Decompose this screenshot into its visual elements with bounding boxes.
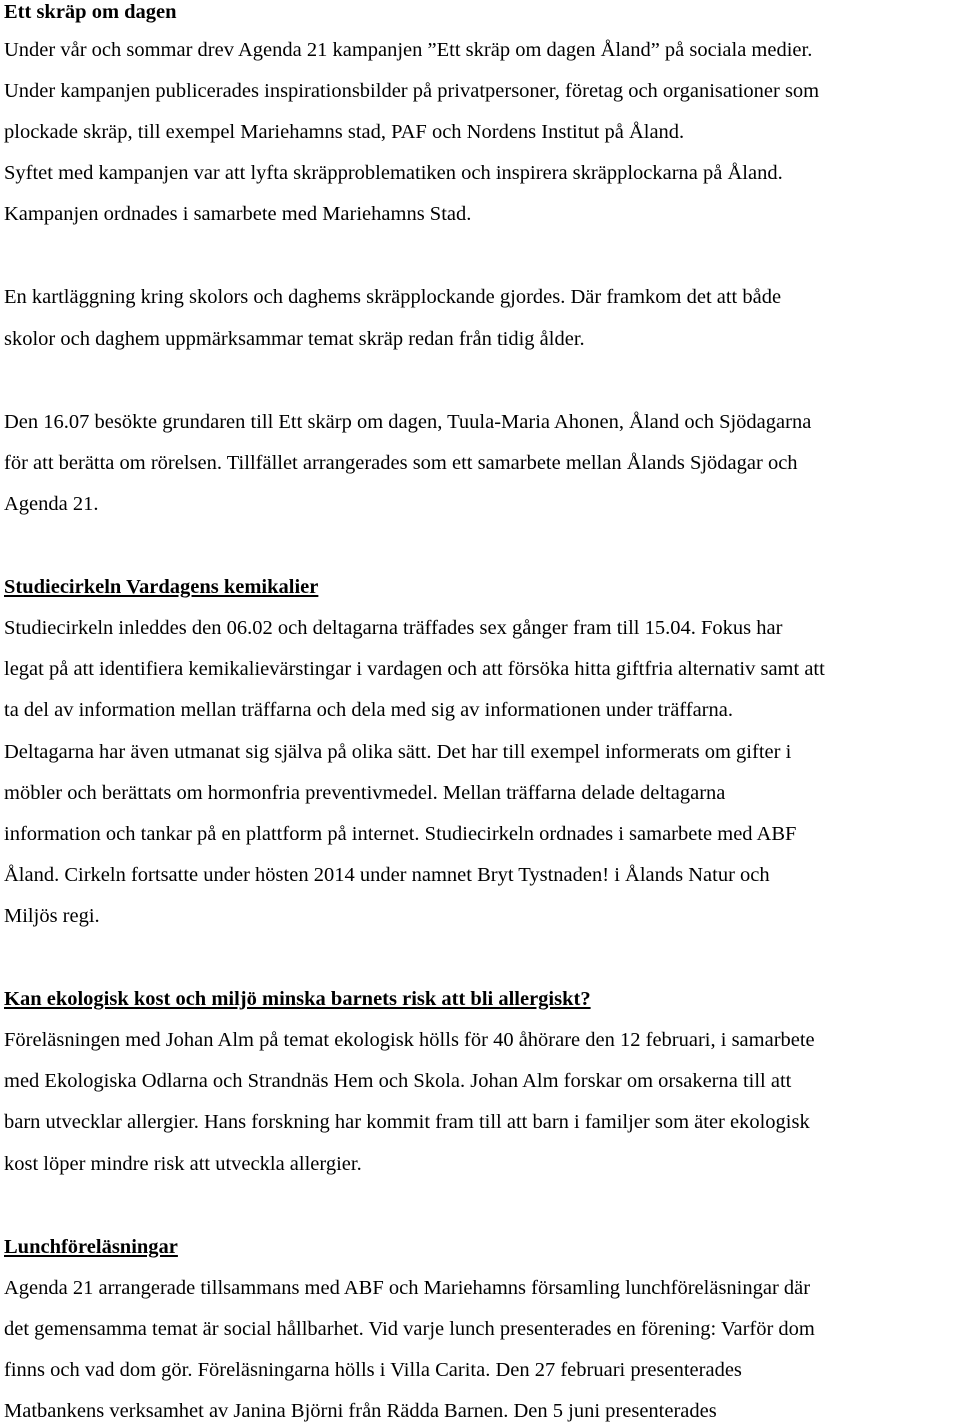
paragraph-line: Agenda 21 arrangerade tillsammans med ABF och Mariehamns församling lunchföreläsningar där: [4, 1277, 811, 1299]
paragraph-line: det gemensamma temat är social hållbarhet. Vid varje lunch presenterades en förening: Varför dom: [4, 1318, 815, 1340]
paragraph-line: Under kampanjen publicerades inspirationsbilder på privatpersoner, företag och organisationer som: [4, 80, 820, 102]
paragraph-line: Under vår och sommar drev Agenda 21 kampanjen ”Ett skräp om dagen Åland” på sociala medier.: [4, 39, 813, 61]
paragraph-line: Kampanjen ordnades i samarbete med Mariehamns Stad.: [4, 203, 472, 225]
paragraph-line: information och tankar på en plattform på internet. Studiecirkeln ordnades i samarbete med ABF: [4, 823, 797, 845]
section-heading-studiecirkeln: Studiecirkeln Vardagens kemikalier: [4, 576, 319, 598]
section-heading-ett-skrap: Ett skräp om dagen: [4, 1, 177, 23]
paragraph-line: legat på att identifiera kemikalievärstingar i vardagen och att försöka hitta giftfria alternativ samt att: [4, 658, 825, 680]
paragraph-line: Föreläsningen med Johan Alm på temat ekologisk hölls för 40 åhörare den 12 februari, i samarbete: [4, 1029, 815, 1051]
paragraph-line: skolor och daghem uppmärksammar temat skräp redan från tidig ålder.: [4, 328, 585, 350]
paragraph-line: Studiecirkeln inleddes den 06.02 och deltagarna träffades sex gånger fram till 15.04. Fokus har: [4, 617, 783, 639]
section-heading-lunchforelasningar: Lunchföreläsningar: [4, 1236, 178, 1258]
paragraph-line: Matbankens verksamhet av Janina Björni från Rädda Barnen. Den 5 juni presenterades: [4, 1400, 717, 1422]
paragraph-line: Miljös regi.: [4, 905, 100, 927]
paragraph-line: plockade skräp, till exempel Mariehamns stad, PAF och Nordens Institut på Åland.: [4, 121, 685, 143]
paragraph-line: barn utvecklar allergier. Hans forskning har kommit fram till att barn i familjer som äter ekologisk: [4, 1111, 810, 1133]
paragraph-line: En kartläggning kring skolors och daghems skräpplockande gjordes. Där framkom det att både: [4, 286, 782, 308]
paragraph-line: Den 16.07 besökte grundaren till Ett skärp om dagen, Tuula-Maria Ahonen, Åland och Sjödagarna: [4, 411, 812, 433]
paragraph-line: finns och vad dom gör. Föreläsningarna hölls i Villa Carita. Den 27 februari presenterades: [4, 1359, 742, 1381]
paragraph-line: Deltagarna har även utmanat sig själva på olika sätt. Det har till exempel informerats om gifter i: [4, 741, 792, 763]
paragraph-line: för att berätta om rörelsen. Tillfället arrangerades som ett samarbete mellan Ålands Sjödagar och: [4, 452, 798, 474]
paragraph-line: möbler och berättats om hormonfria preventivmedel. Mellan träffarna delade deltagarna: [4, 782, 726, 804]
paragraph-line: kost löper mindre risk att utveckla allergier.: [4, 1153, 362, 1175]
section-heading-ekologisk-kost: Kan ekologisk kost och miljö minska barnets risk att bli allergiskt?: [4, 988, 591, 1010]
paragraph-line: Åland. Cirkeln fortsatte under hösten 2014 under namnet Bryt Tystnaden! i Ålands Natur och: [4, 864, 770, 886]
paragraph-line: med Ekologiska Odlarna och Strandnäs Hem och Skola. Johan Alm forskar om orsakerna till att: [4, 1070, 792, 1092]
paragraph-line: Agenda 21.: [4, 493, 99, 515]
paragraph-line: ta del av information mellan träffarna och dela med sig av informationen under träffarna.: [4, 699, 733, 721]
paragraph-line: Syftet med kampanjen var att lyfta skräpproblematiken och inspirera skräpplockarna på Åland.: [4, 162, 783, 184]
